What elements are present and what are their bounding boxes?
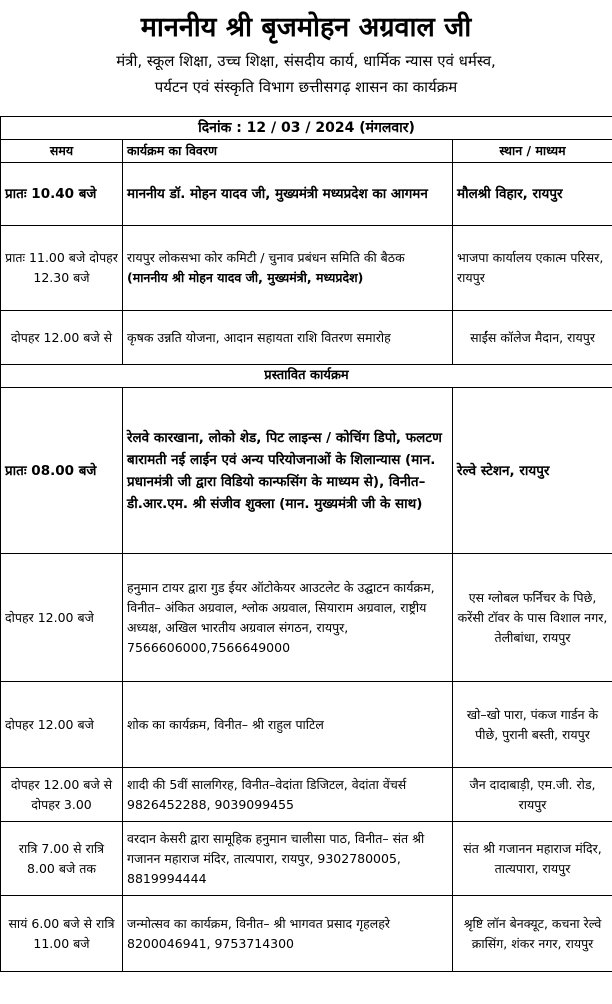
table-row xyxy=(1,896,612,972)
row-place: खो–खो पारा, पंकज गार्डन के पीछे, पुरानी बस्ती, रायपुर xyxy=(453,682,612,768)
row-details-bold: (माननीय श्री मोहन यादव जी, मुख्यमंत्री, मध्यप्रदेश) xyxy=(127,270,364,285)
row-details: कृषक उन्नति योजना, आदान सहायता राशि वितरण समारोह xyxy=(123,311,453,365)
date-cell: दिनांक : 12 / 03 / 2024 (मंगलवार) xyxy=(1,117,612,140)
row-time: सायं 6.00 बजे से रात्रि 11.00 बजे xyxy=(1,896,123,972)
date-row xyxy=(1,117,612,140)
row-place: जैन दादाबाड़ी, एम.जी. रोड, रायपुर xyxy=(453,768,612,822)
page-title: माननीय श्री बृजमोहन अग्रवाल जी xyxy=(140,12,472,43)
section-title: प्रस्तावित कार्यक्रम xyxy=(1,365,612,388)
table-row xyxy=(1,163,612,226)
row-time: प्रातः 10.40 बजे xyxy=(1,163,123,226)
subtitle-line-1: मंत्री, स्कूल शिक्षा, उच्च शिक्षा, संसदीय कार्य, धार्मिक न्यास एवं धर्मस्व, xyxy=(116,52,496,70)
column-header-details: कार्यक्रम का विवरण xyxy=(123,140,453,163)
row-place: रेल्वे स्टेशन, रायपुर xyxy=(453,388,612,554)
row-details: शोक का कार्यक्रम, विनीत– श्री राहुल पाटिल xyxy=(123,682,453,768)
row-time: दोपहर 12.00 बजे से दोपहर 3.00 xyxy=(1,768,123,822)
subtitle-line-2: पर्यटन एवं संस्कृति विभाग छत्तीसगढ़ शासन का कार्यक्रम xyxy=(154,78,458,96)
row-details: वरदान केसरी द्वारा सामूहिक हनुमान चालीसा पाठ, विनीत– संत श्री गजानन महाराज मंदिर, तात्यपारा, रायपुर, 9302780005, 8819994444 xyxy=(123,822,453,896)
row-place: साईंस कॉलेज मैदान, रायपुर xyxy=(453,311,612,365)
table-row xyxy=(1,822,612,896)
row-time: प्रातः 11.00 बजे दोपहर 12.30 बजे xyxy=(1,226,123,311)
row-details: माननीय डॉ. मोहन यादव जी, मुख्यमंत्री मध्यप्रदेश का आगमन xyxy=(123,163,453,226)
row-details: जन्मोत्सव का कार्यक्रम, विनीत– श्री भागवत प्रसाद गृहलहरे 8200046941, 9753714300 xyxy=(123,896,453,972)
row-time: दोपहर 12.00 बजे से xyxy=(1,311,123,365)
table-row xyxy=(1,682,612,768)
row-details: हनुमान टायर द्वारा गुड ईयर ऑटोकेयर आउटलेट के उद्घाटन कार्यक्रम, विनीत– अंकित अग्रवाल, श्लोक अग्रवाल, सियाराम अग्रवाल, राष्ट्रीय अध्यक्ष, अखिल भारतीय अग्रवाल संगठन, रायपुर, 7566606000,7566649000 xyxy=(123,554,453,682)
row-place: संत श्री गजानन महाराज मंदिर, तात्यपारा, रायपुर xyxy=(453,822,612,896)
table-row xyxy=(1,311,612,365)
row-details: रेलवे कारखाना, लोको शेड, पिट लाइन्स / कोचिंग डिपो, फलटण बारामती नई लाईन एवं अन्य परियोजनाओं के शिलान्यास (मान. प्रधानमंत्री जी द्वारा विडियो कान्फसिंग के माध्यम से), विनीत– डी.आर.एम. श्री संजीव शुक्ला (मान. मुख्यमंत्री जी के साथ) xyxy=(123,388,453,554)
schedule-table xyxy=(0,116,612,972)
row-place: भाजपा कार्यालय एकात्म परिसर, रायपुर xyxy=(453,226,612,311)
table-row xyxy=(1,554,612,682)
document-header xyxy=(0,0,612,116)
column-header-place: स्थान / माध्यम xyxy=(453,140,612,163)
section-header-row xyxy=(1,365,612,388)
row-place: एस ग्लोबल फर्निचर के पिछे, करेंसी टॉवर के पास विशाल नगर, तेलीबांधा, रायपुर xyxy=(453,554,612,682)
column-header-row xyxy=(1,140,612,163)
row-place: मौलश्री विहार, रायपुर xyxy=(453,163,612,226)
row-time: प्रातः 08.00 बजे xyxy=(1,388,123,554)
row-place: श्रृष्टि लॉन बेनक्यूट, कचना रेल्वे क्रासिंग, शंकर नगर, रायपुर xyxy=(453,896,612,972)
table-row xyxy=(1,226,612,311)
table-row xyxy=(1,388,612,554)
row-details-plain: रायपुर लोकसभा कोर कमिटी / चुनाव प्रबंधन समिति की बैठक xyxy=(127,250,405,265)
row-details: शादी की 5वीं सालगिरह, विनीत–वेदांता डिजिटल, वेदांता वेंचर्स 9826452288, 9039099455 xyxy=(123,768,453,822)
row-time: रात्रि 7.00 से रात्रि 8.00 बजे तक xyxy=(1,822,123,896)
table-row xyxy=(1,768,612,822)
column-header-time: समय xyxy=(1,140,123,163)
row-time: दोपहर 12.00 बजे xyxy=(1,682,123,768)
row-time: दोपहर 12.00 बजे xyxy=(1,554,123,682)
row-details xyxy=(123,226,453,311)
